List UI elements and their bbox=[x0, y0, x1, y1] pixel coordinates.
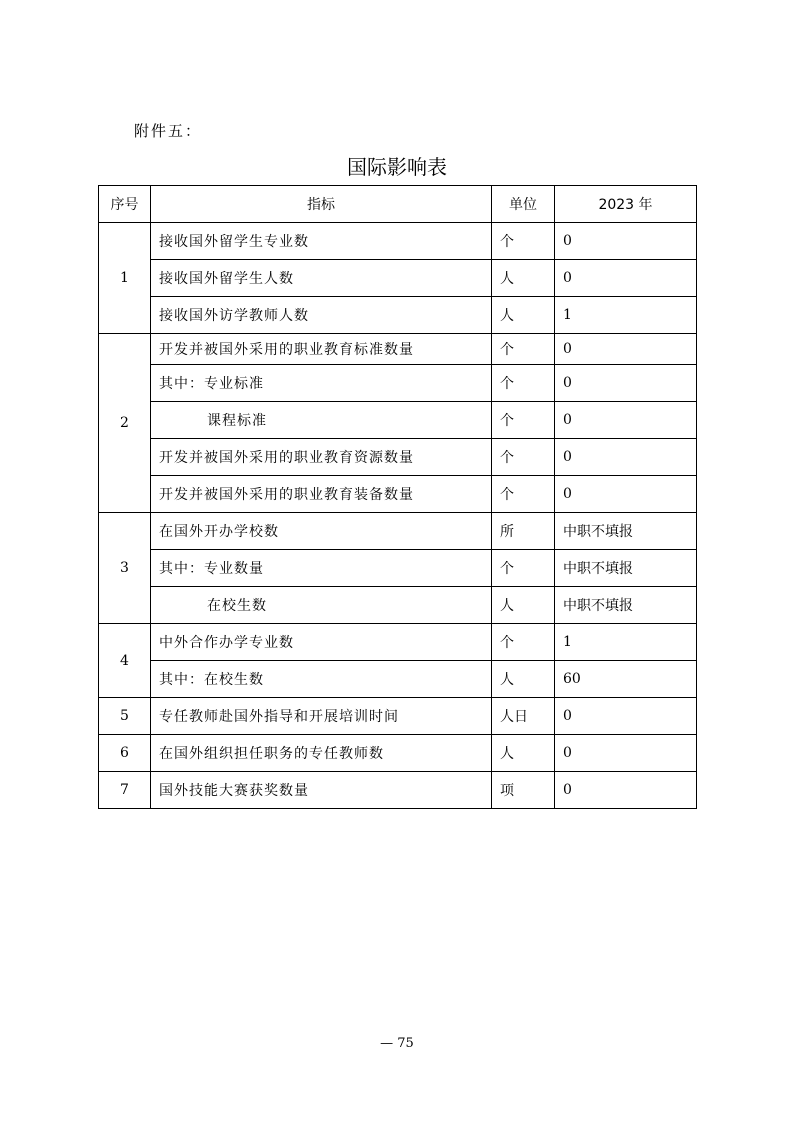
value-cell: 中职不填报 bbox=[555, 550, 697, 587]
attachment-label: 附件五： bbox=[134, 122, 203, 140]
indicator-cell: 接收国外访学教师人数 bbox=[151, 297, 492, 334]
international-influence-table bbox=[98, 185, 697, 809]
indicator-cell: 其中：专业标准 bbox=[151, 365, 492, 402]
unit-cell: 个 bbox=[492, 334, 555, 365]
indicator-cell: 课程标准 bbox=[151, 402, 492, 439]
indicator-cell: 其中：专业数量 bbox=[151, 550, 492, 587]
table-row bbox=[99, 297, 697, 334]
unit-cell: 人 bbox=[492, 260, 555, 297]
value-cell: 1 bbox=[555, 297, 697, 334]
seq-cell: 7 bbox=[99, 772, 151, 809]
table-row bbox=[99, 513, 697, 550]
value-cell: 0 bbox=[555, 476, 697, 513]
indicator-cell: 接收国外留学生专业数 bbox=[151, 223, 492, 260]
seq-cell: 2 bbox=[99, 334, 151, 513]
indicator-cell: 接收国外留学生人数 bbox=[151, 260, 492, 297]
header-indicator: 指标 bbox=[151, 186, 492, 223]
seq-cell: 6 bbox=[99, 735, 151, 772]
seq-cell: 4 bbox=[99, 624, 151, 698]
unit-cell: 个 bbox=[492, 223, 555, 260]
value-cell: 60 bbox=[555, 661, 697, 698]
table-row bbox=[99, 402, 697, 439]
unit-cell: 个 bbox=[492, 439, 555, 476]
unit-cell: 项 bbox=[492, 772, 555, 809]
table-row bbox=[99, 223, 697, 260]
unit-cell: 个 bbox=[492, 624, 555, 661]
value-cell: 中职不填报 bbox=[555, 513, 697, 550]
table-row bbox=[99, 661, 697, 698]
value-cell: 0 bbox=[555, 365, 697, 402]
table-row bbox=[99, 334, 697, 365]
indicator-cell: 开发并被国外采用的职业教育装备数量 bbox=[151, 476, 492, 513]
header-unit: 单位 bbox=[492, 186, 555, 223]
value-cell: 0 bbox=[555, 439, 697, 476]
indicator-cell: 开发并被国外采用的职业教育标准数量 bbox=[151, 334, 492, 365]
table-row bbox=[99, 550, 697, 587]
unit-cell: 人日 bbox=[492, 698, 555, 735]
value-cell: 1 bbox=[555, 624, 697, 661]
indicator-cell: 其中：在校生数 bbox=[151, 661, 492, 698]
table-row bbox=[99, 476, 697, 513]
unit-cell: 人 bbox=[492, 297, 555, 334]
table-row bbox=[99, 365, 697, 402]
seq-cell: 5 bbox=[99, 698, 151, 735]
unit-cell: 人 bbox=[492, 735, 555, 772]
header-year: 2023 年 bbox=[555, 186, 697, 223]
unit-cell: 个 bbox=[492, 550, 555, 587]
table-row bbox=[99, 698, 697, 735]
indicator-cell: 在国外开办学校数 bbox=[151, 513, 492, 550]
table-header-row bbox=[99, 186, 697, 223]
value-cell: 0 bbox=[555, 334, 697, 365]
indicator-cell: 在校生数 bbox=[151, 587, 492, 624]
indicator-cell: 专任教师赴国外指导和开展培训时间 bbox=[151, 698, 492, 735]
indicator-cell: 中外合作办学专业数 bbox=[151, 624, 492, 661]
header-seq: 序号 bbox=[99, 186, 151, 223]
value-cell: 0 bbox=[555, 402, 697, 439]
unit-cell: 所 bbox=[492, 513, 555, 550]
indicator-cell: 在国外组织担任职务的专任教师数 bbox=[151, 735, 492, 772]
unit-cell: 个 bbox=[492, 402, 555, 439]
value-cell: 0 bbox=[555, 772, 697, 809]
value-cell: 0 bbox=[555, 260, 697, 297]
table-row bbox=[99, 624, 697, 661]
value-cell: 0 bbox=[555, 735, 697, 772]
table-row bbox=[99, 260, 697, 297]
unit-cell: 个 bbox=[492, 365, 555, 402]
value-cell: 0 bbox=[555, 698, 697, 735]
table-row bbox=[99, 772, 697, 809]
table-row bbox=[99, 587, 697, 624]
unit-cell: 人 bbox=[492, 661, 555, 698]
seq-cell: 3 bbox=[99, 513, 151, 624]
value-cell: 0 bbox=[555, 223, 697, 260]
unit-cell: 个 bbox=[492, 476, 555, 513]
page-title: 国际影响表 bbox=[347, 155, 447, 179]
table-row bbox=[99, 439, 697, 476]
unit-cell: 人 bbox=[492, 587, 555, 624]
table-row bbox=[99, 735, 697, 772]
value-cell: 中职不填报 bbox=[555, 587, 697, 624]
seq-cell: 1 bbox=[99, 223, 151, 334]
indicator-cell: 开发并被国外采用的职业教育资源数量 bbox=[151, 439, 492, 476]
indicator-cell: 国外技能大赛获奖数量 bbox=[151, 772, 492, 809]
page-number: — 75 bbox=[380, 1036, 414, 1051]
